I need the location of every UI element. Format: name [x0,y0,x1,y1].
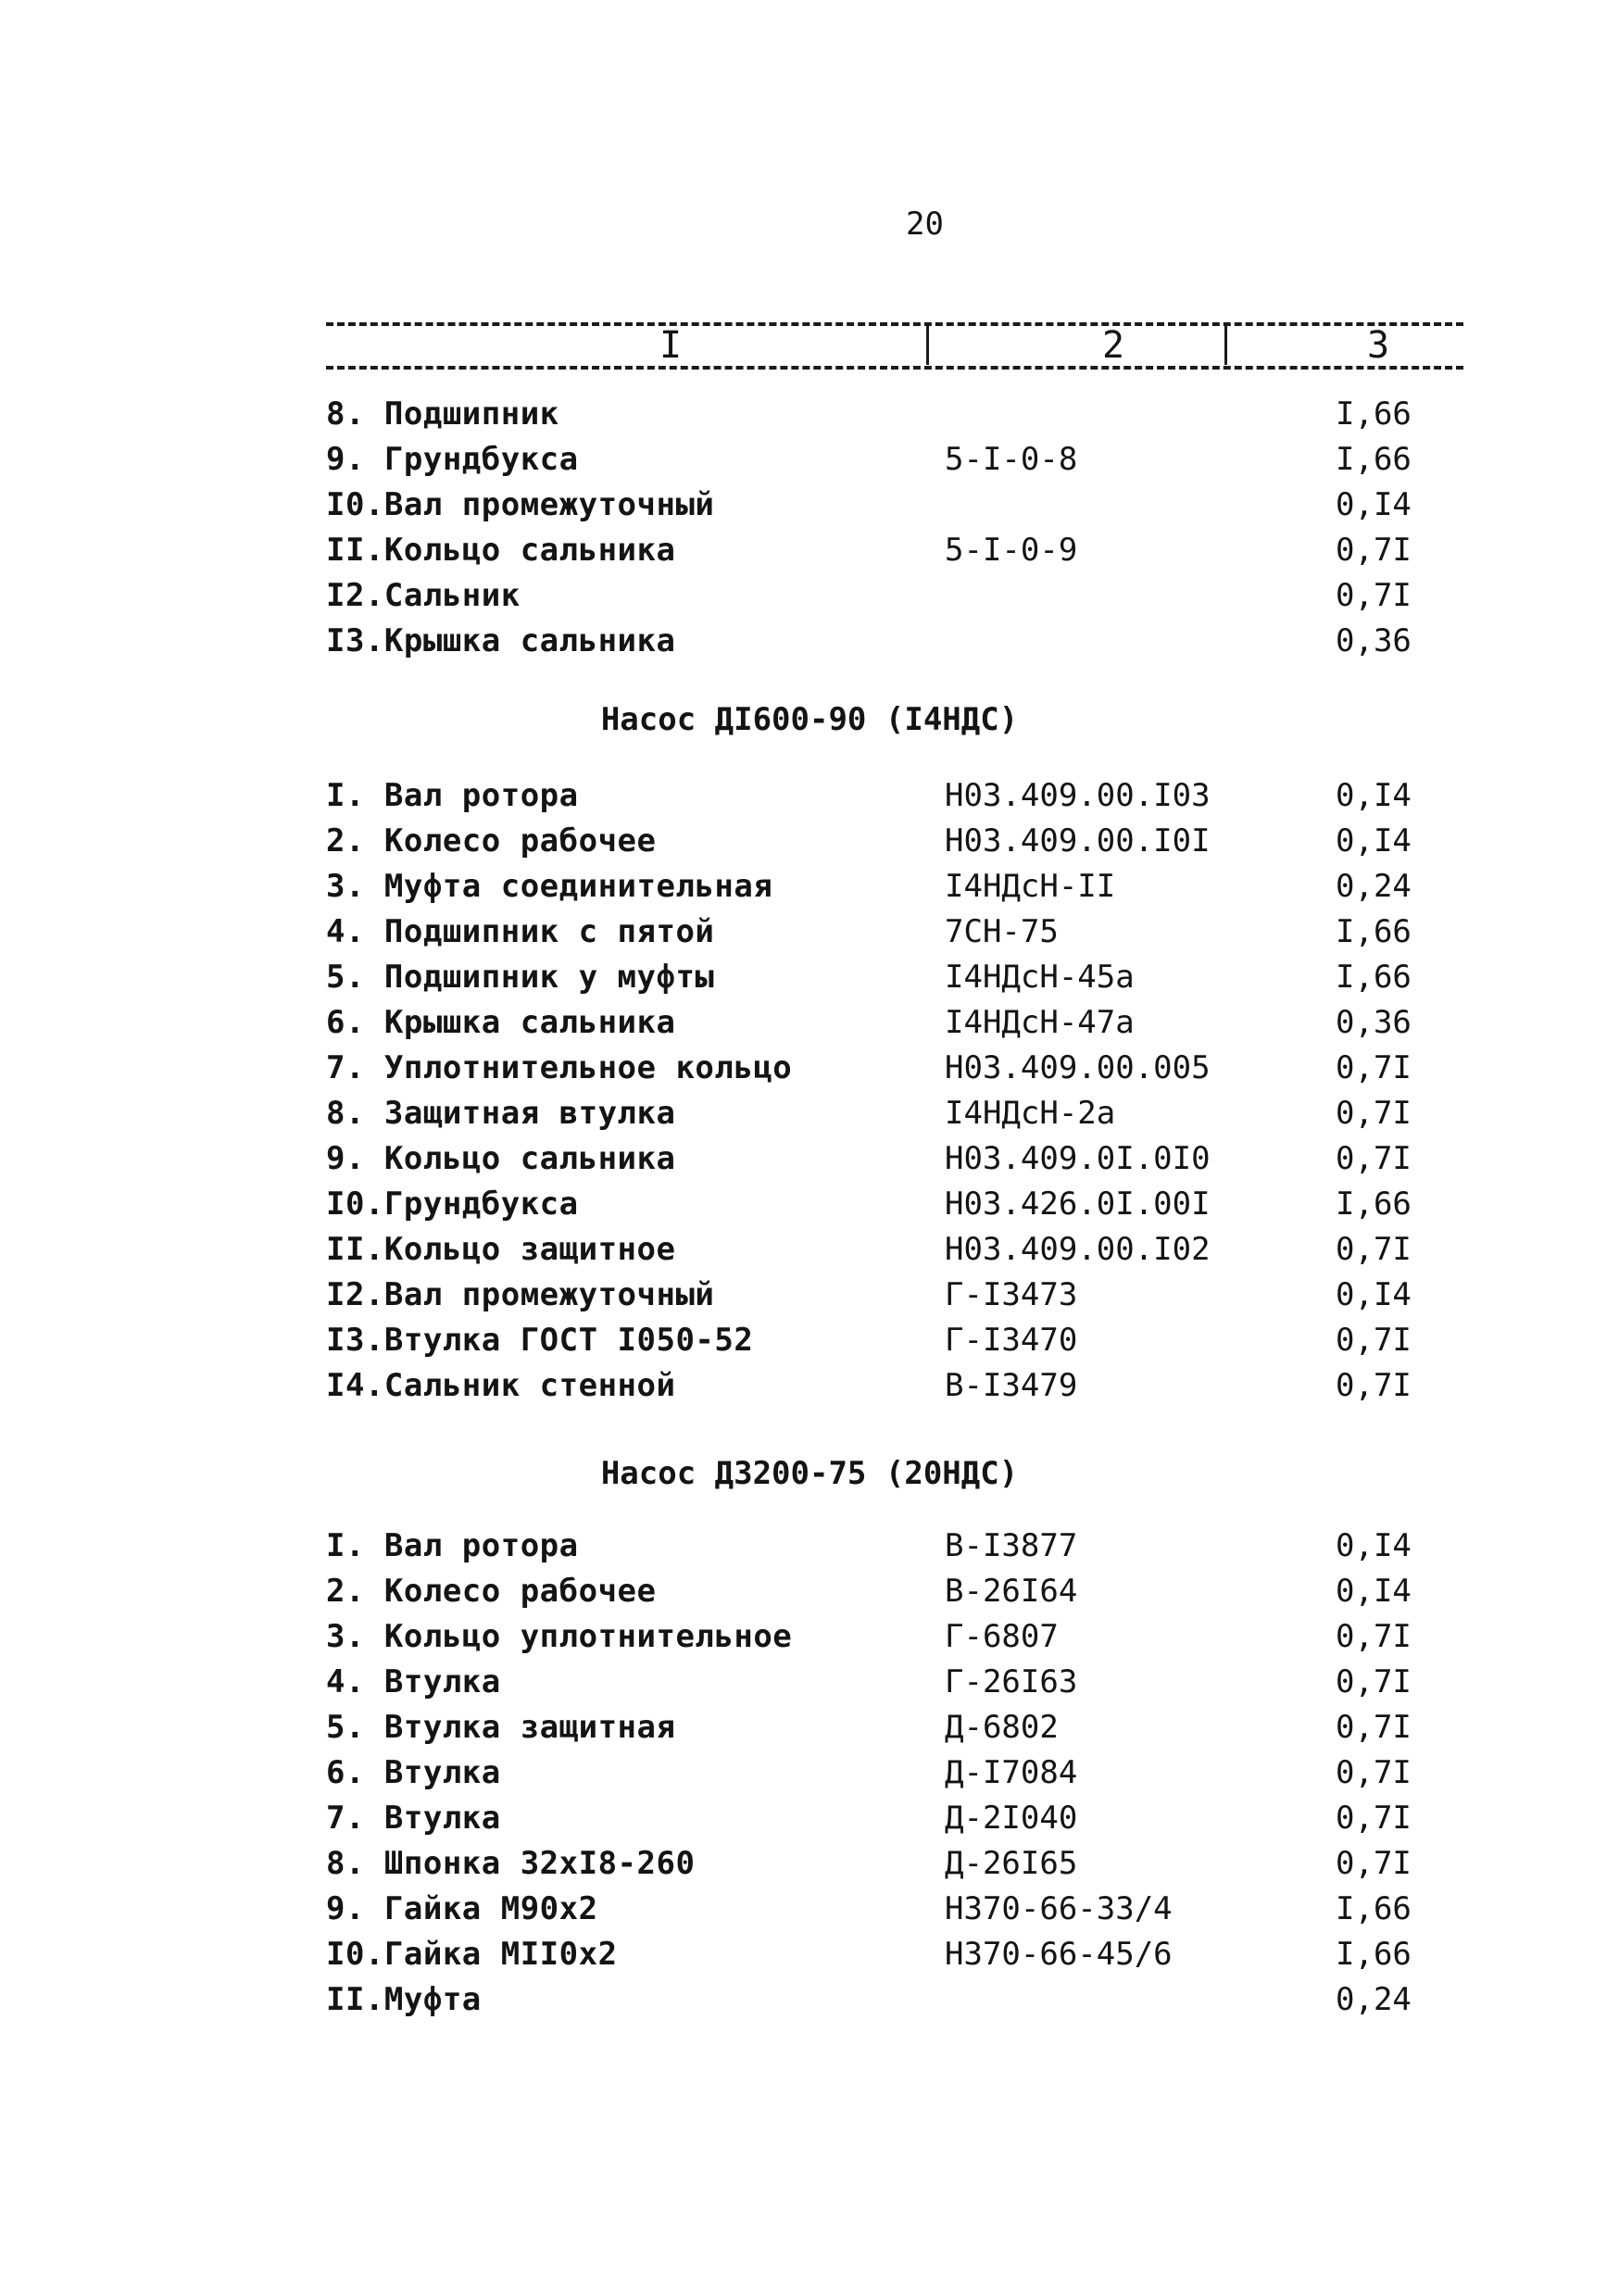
table-row [0,1795,1619,1841]
part-name: I3.Крышка сальника [326,622,676,659]
part-name: I2.Сальник [326,577,521,614]
part-code: В-26I64 [945,1573,1078,1610]
part-code: Г-I3470 [945,1322,1078,1359]
part-code: Н03.409.00.I03 [945,777,1211,814]
table-row [0,1750,1619,1796]
table-row [0,572,1619,619]
part-code: Н03.409.0I.0I0 [945,1140,1211,1177]
part-value: 0,36 [1336,622,1412,659]
part-code: Д-2I040 [945,1800,1078,1837]
table-row [0,999,1619,1046]
part-name: I3.Втулка ГОСТ I050-52 [326,1322,754,1359]
part-name: I0.Грундбукса [326,1186,579,1223]
part-code: Г-6807 [945,1618,1059,1655]
header-rule-top [326,322,1463,326]
part-value: 0,7I [1336,577,1412,614]
part-name: II.Кольцо защитное [326,1231,676,1268]
part-name: 9. Грундбукса [326,441,579,478]
table-row [0,482,1619,528]
part-code: I4НДсН-47а [945,1004,1135,1041]
table-row [0,391,1619,437]
table-row [0,909,1619,955]
part-name: 2. Колесо рабочее [326,822,657,859]
column-separator [926,326,929,365]
section-heading-pump-d1600: Насос ДI600-90 (I4НДС) [600,701,1019,738]
part-value: 0,7I [1336,1095,1412,1132]
part-value: 0,I4 [1336,777,1412,814]
part-code: I4НДсН-II [945,868,1116,905]
part-value: 0,7I [1336,1322,1412,1359]
part-value: 0,7I [1336,1049,1412,1086]
part-name: 9. Кольцо сальника [326,1140,676,1177]
part-value: 0,7I [1336,1754,1412,1791]
part-value: 0,7I [1336,1663,1412,1700]
table-row [0,818,1619,864]
part-name: 7. Уплотнительное кольцо [326,1049,793,1086]
part-code: Д-I7084 [945,1754,1078,1791]
table-row [0,1090,1619,1136]
part-name: 3. Кольцо уплотнительное [326,1618,793,1655]
table-row [0,863,1619,910]
column-separator [1224,326,1227,365]
part-code: 5-I-0-8 [945,441,1078,478]
part-value: 0,7I [1336,532,1412,569]
table-row [0,954,1619,1000]
part-value: 0,24 [1336,1981,1412,2018]
part-code: Н370-66-45/6 [945,1936,1173,1973]
part-value: 0,7I [1336,1709,1412,1746]
section-heading-pump-d3200: Насос Д3200-75 (20НДС) [600,1455,1019,1492]
table-row [0,1886,1619,1932]
part-value: 0,I4 [1336,486,1412,523]
part-name: 5. Подшипник у муфты [326,959,715,996]
part-code: 7СН-75 [945,913,1059,950]
table-row [0,1272,1619,1318]
column-header-3: 3 [1367,324,1390,367]
part-code: Д-26I65 [945,1845,1078,1882]
part-value: I,66 [1336,1890,1412,1927]
part-code: Н03.409.00.I0I [945,822,1211,859]
column-header-1: I [659,324,683,367]
table-row [0,1840,1619,1887]
table-row [0,772,1619,819]
table-row [0,1613,1619,1660]
part-code: Н03.409.00.I02 [945,1231,1211,1268]
part-code: В-I3877 [945,1527,1078,1564]
part-name: I2.Вал промежуточный [326,1276,715,1313]
part-name: 7. Втулка [326,1800,501,1837]
part-value: 0,7I [1336,1231,1412,1268]
part-value: 0,I4 [1336,1276,1412,1313]
part-code: В-I3479 [945,1367,1078,1404]
part-name: 5. Втулка защитная [326,1709,676,1746]
part-code: I4НДсН-2а [945,1095,1116,1132]
part-value: 0,7I [1336,1140,1412,1177]
part-code: I4НДсН-45а [945,959,1135,996]
part-name: 3. Муфта соединительная [326,868,773,905]
part-code: Г-26I63 [945,1663,1078,1700]
table-row [0,1317,1619,1363]
table-row [0,1181,1619,1227]
table-row [0,618,1619,664]
part-code: 5-I-0-9 [945,532,1078,569]
header-rule-bottom [326,366,1463,370]
part-name: 4. Втулка [326,1663,501,1700]
part-name: 9. Гайка М90х2 [326,1890,598,1927]
part-value: 0,7I [1336,1800,1412,1837]
part-value: I,66 [1336,1186,1412,1223]
column-header-2: 2 [1102,324,1125,367]
part-name: 8. Защитная втулка [326,1095,676,1132]
part-name: I0.Гайка МII0х2 [326,1936,618,1973]
table-row [0,1659,1619,1705]
part-name: 4. Подшипник с пятой [326,913,715,950]
part-value: 0,7I [1336,1845,1412,1882]
page-number: 20 [906,206,944,243]
part-value: I,66 [1336,1936,1412,1973]
table-row [0,1931,1619,1977]
part-value: I,66 [1336,959,1412,996]
table-row [0,1976,1619,2023]
part-name: I0.Вал промежуточный [326,486,715,523]
table-row [0,1704,1619,1750]
part-name: 2. Колесо рабочее [326,1573,657,1610]
table-row [0,1568,1619,1614]
table-row [0,436,1619,483]
part-value: 0,36 [1336,1004,1412,1041]
part-value: 0,7I [1336,1618,1412,1655]
table-row [0,1045,1619,1091]
part-value: 0,7I [1336,1367,1412,1404]
part-value: 0,I4 [1336,1573,1412,1610]
table-row [0,1135,1619,1182]
part-value: I,66 [1336,441,1412,478]
part-value: 0,I4 [1336,822,1412,859]
part-value: I,66 [1336,913,1412,950]
part-name: I. Вал ротора [326,1527,579,1564]
part-name: II.Кольцо сальника [326,532,676,569]
table-row [0,1362,1619,1409]
part-name: 8. Шпонка 32хI8-260 [326,1845,696,1882]
table-row [0,527,1619,573]
table-row [0,1523,1619,1569]
part-name: 8. Подшипник [326,395,559,433]
part-name: 6. Крышка сальника [326,1004,676,1041]
part-name: I4.Сальник стенной [326,1367,676,1404]
part-name: II.Муфта [326,1981,482,2018]
table-row [0,1226,1619,1273]
part-name: 6. Втулка [326,1754,501,1791]
part-code: Н03.426.0I.00I [945,1186,1211,1223]
part-name: I. Вал ротора [326,777,579,814]
part-code: Н03.409.00.005 [945,1049,1211,1086]
part-code: Д-6802 [945,1709,1059,1746]
part-code: Н370-66-33/4 [945,1890,1173,1927]
part-value: I,66 [1336,395,1412,433]
part-code: Г-I3473 [945,1276,1078,1313]
part-value: 0,I4 [1336,1527,1412,1564]
part-value: 0,24 [1336,868,1412,905]
